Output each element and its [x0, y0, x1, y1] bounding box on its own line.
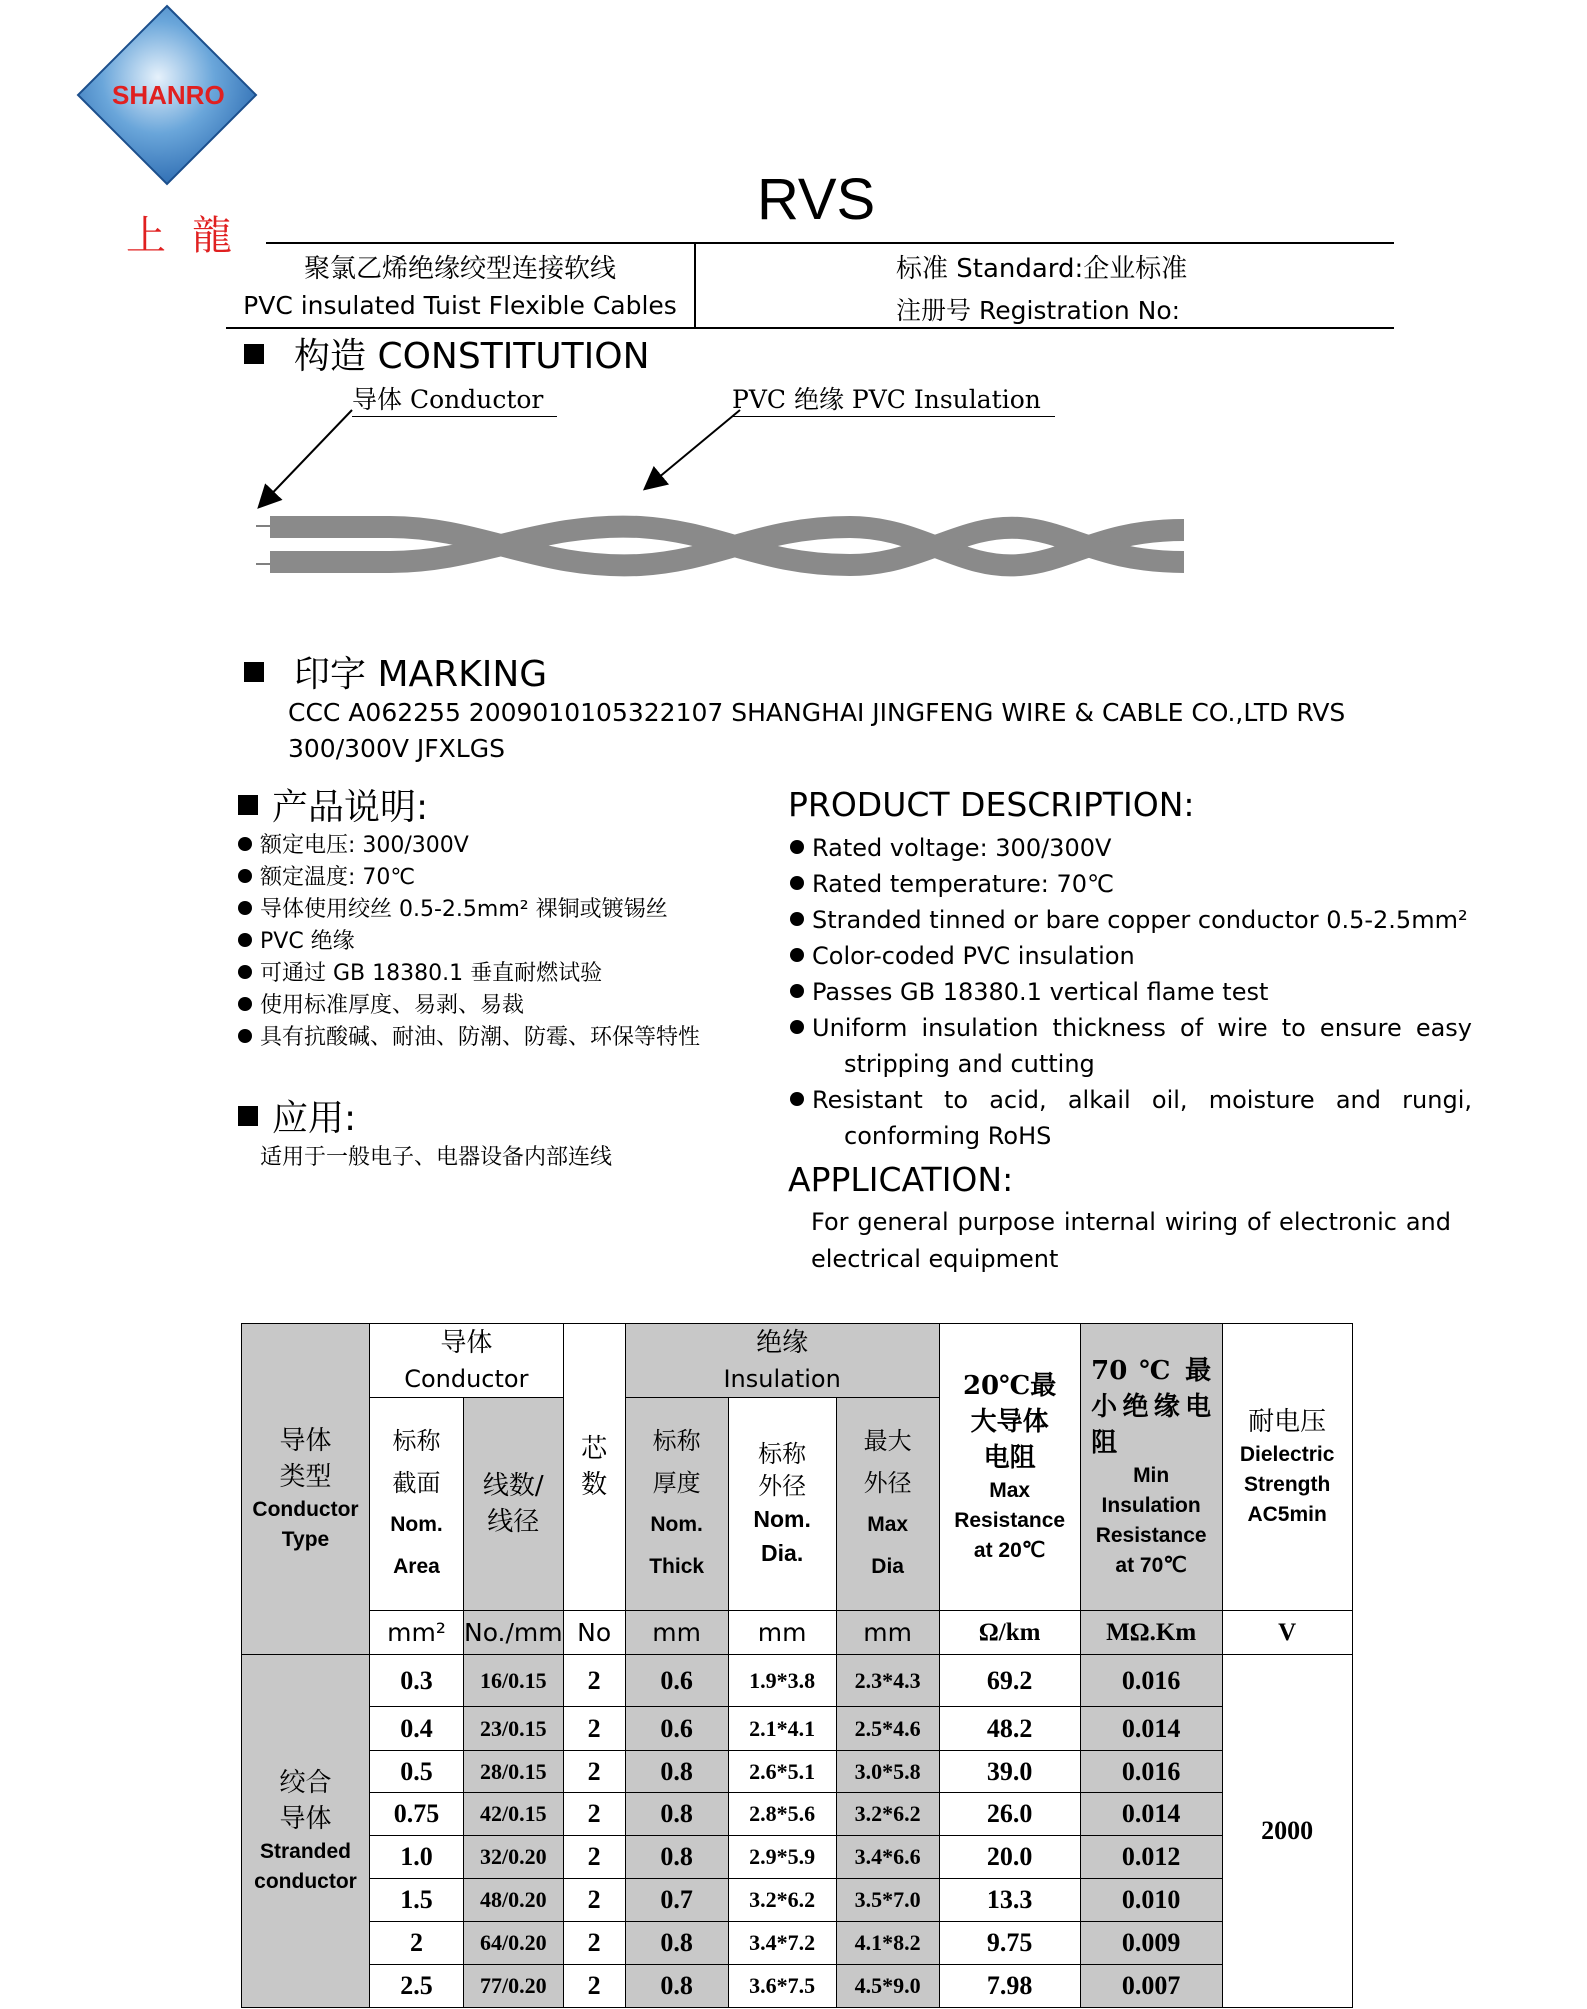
application-cn-heading: 应用: — [238, 1090, 356, 1141]
cell-nom-dia: 2.9*5.9 — [728, 1836, 836, 1879]
list-item: 导体使用绞丝 0.5-2.5mm² 裸铜或镀锡丝 — [238, 894, 700, 926]
unit-nom-dia: mm — [728, 1611, 836, 1655]
product-name-cn: 聚氯乙烯绝缘绞型连接软线 — [303, 254, 616, 284]
marking-heading: 印字 MARKING — [244, 646, 547, 697]
list-item: Uniform insulation thickness of wire to ensure easy stripping and cutting — [790, 1010, 1472, 1082]
list-item: PVC 绝缘 — [238, 926, 700, 958]
square-bullet-icon — [238, 795, 258, 815]
header-insulation: 绝缘 Insulation — [625, 1324, 939, 1398]
cell-cores: 2 — [563, 1836, 625, 1879]
cell-resistance: 26.0 — [939, 1793, 1080, 1836]
unit-resistance: Ω/km — [939, 1611, 1080, 1655]
description-en-heading: PRODUCT DESCRIPTION: — [788, 785, 1195, 824]
spec-table — [241, 1323, 1353, 2008]
cell-cores: 2 — [563, 1751, 625, 1793]
header-divider — [694, 242, 696, 328]
conductor-label: 导体 Conductor — [352, 380, 557, 417]
cell-dielectric: 2000 — [1222, 1655, 1352, 2008]
cell-max-dia: 4.5*9.0 — [836, 1965, 939, 2008]
unit-cores: No — [563, 1611, 625, 1655]
cell-insulation-resistance: 0.016 — [1080, 1655, 1222, 1707]
cell-area: 0.75 — [370, 1793, 464, 1836]
cell-nom-dia: 2.1*4.1 — [728, 1707, 836, 1751]
cell-max-dia: 3.5*7.0 — [836, 1879, 939, 1922]
cell-area: 0.3 — [370, 1655, 464, 1707]
cell-resistance: 13.3 — [939, 1879, 1080, 1922]
standard-label: 标准 Standard:企业标准 — [896, 254, 1188, 284]
cell-nom-dia: 3.6*7.5 — [728, 1965, 836, 2008]
list-item: Passes GB 18380.1 vertical flame test — [790, 974, 1472, 1010]
header-conductor-type: 导体类型 Conductor Type — [242, 1324, 370, 1655]
marking-line-1: CCC A062255 2009010105322107 SHANGHAI JINGFENG WIRE & CABLE CO.,LTD RVS — [288, 698, 1346, 727]
cell-resistance: 9.75 — [939, 1922, 1080, 1965]
header-max-resistance: 20℃最大导体电阻 Max Resistance at 20℃ — [939, 1324, 1080, 1611]
cell-thick: 0.7 — [625, 1879, 728, 1922]
cell-insulation-resistance: 0.014 — [1080, 1793, 1222, 1836]
list-item: Color-coded PVC insulation — [790, 938, 1472, 974]
list-item: 具有抗酸碱、耐油、防潮、防霉、环保等特性 — [238, 1022, 700, 1054]
cell-insulation-resistance: 0.010 — [1080, 1879, 1222, 1922]
cell-nom-dia: 3.4*7.2 — [728, 1922, 836, 1965]
application-en-heading: APPLICATION: — [788, 1160, 1014, 1199]
cell-area: 2.5 — [370, 1965, 464, 2008]
cell-max-dia: 2.3*4.3 — [836, 1655, 939, 1707]
cell-insulation-resistance: 0.012 — [1080, 1836, 1222, 1879]
cell-thick: 0.8 — [625, 1751, 728, 1793]
cell-resistance: 7.98 — [939, 1965, 1080, 2008]
unit-wires: No./mm — [464, 1611, 564, 1655]
cell-insulation-resistance: 0.016 — [1080, 1751, 1222, 1793]
list-item: 使用标准厚度、易剥、易裁 — [238, 990, 700, 1022]
unit-area: mm² — [370, 1611, 464, 1655]
cable-diagram — [240, 400, 1200, 590]
cell-thick: 0.8 — [625, 1922, 728, 1965]
cell-max-dia: 3.2*6.2 — [836, 1793, 939, 1836]
description-en-list — [790, 830, 1472, 1154]
list-item: 额定电压: 300/300V — [238, 830, 700, 862]
cell-resistance: 48.2 — [939, 1707, 1080, 1751]
unit-voltage: V — [1222, 1611, 1352, 1655]
insulation-arrow — [646, 410, 740, 488]
product-name-en: PVC insulated Tuist Flexible Cables — [243, 291, 677, 320]
conductor-type-cell: 绞合导体 Stranded conductor — [242, 1655, 370, 2008]
list-item: Rated temperature: 70℃ — [790, 866, 1472, 902]
cell-wires: 48/0.20 — [464, 1879, 564, 1922]
cell-cores: 2 — [563, 1793, 625, 1836]
square-bullet-icon — [244, 662, 264, 682]
page-title: RVS — [757, 167, 876, 232]
description-cn-heading: 产品说明: — [238, 779, 428, 830]
table-row — [242, 1922, 1353, 1965]
application-en-text: For general purpose internal wiring of electronic and electrical equipment — [811, 1208, 1451, 1273]
cell-thick: 0.8 — [625, 1793, 728, 1836]
cell-nom-dia: 2.6*5.1 — [728, 1751, 836, 1793]
cell-nom-dia: 2.8*5.6 — [728, 1793, 836, 1836]
cell-insulation-resistance: 0.014 — [1080, 1707, 1222, 1751]
conductor-arrow — [260, 410, 352, 506]
cell-nom-dia: 1.9*3.8 — [728, 1655, 836, 1707]
cell-insulation-resistance: 0.009 — [1080, 1922, 1222, 1965]
cell-wires: 77/0.20 — [464, 1965, 564, 2008]
cell-resistance: 39.0 — [939, 1751, 1080, 1793]
cell-cores: 2 — [563, 1707, 625, 1751]
table-row — [242, 1751, 1353, 1793]
table-row — [242, 1707, 1353, 1751]
cell-thick: 0.8 — [625, 1836, 728, 1879]
cell-area: 0.4 — [370, 1707, 464, 1751]
cell-area: 1.5 — [370, 1879, 464, 1922]
list-item: Resistant to acid, alkail oil, moisture and rungi, conforming RoHS — [790, 1082, 1472, 1154]
header-conductor: 导体 Conductor — [370, 1324, 564, 1398]
cell-max-dia: 4.1*8.2 — [836, 1922, 939, 1965]
cell-cores: 2 — [563, 1879, 625, 1922]
list-item: Rated voltage: 300/300V — [790, 830, 1472, 866]
table-row — [242, 1793, 1353, 1836]
table-row — [242, 1655, 1353, 1707]
header-nom-area: 标称截面 Nom. Area — [370, 1398, 464, 1611]
list-item: 额定温度: 70℃ — [238, 862, 700, 894]
cell-wires: 16/0.15 — [464, 1655, 564, 1707]
cell-thick: 0.6 — [625, 1655, 728, 1707]
header-max-dia: 最大外径 Max Dia — [836, 1398, 939, 1611]
cell-resistance: 20.0 — [939, 1836, 1080, 1879]
cell-cores: 2 — [563, 1922, 625, 1965]
list-item: Stranded tinned or bare copper conductor 0.5-2.5mm² — [790, 902, 1472, 938]
header-nom-thick: 标称厚度 Nom. Thick — [625, 1398, 728, 1611]
marking-line-2: 300/300V JFXLGS — [288, 734, 505, 763]
unit-insulation-resistance: MΩ.Km — [1080, 1611, 1222, 1655]
cell-resistance: 69.2 — [939, 1655, 1080, 1707]
description-cn-list — [238, 830, 700, 1054]
cell-thick: 0.8 — [625, 1965, 728, 2008]
insulation-label: PVC 绝缘 PVC Insulation — [732, 380, 1055, 417]
registration-label: 注册号 Registration No: — [896, 296, 1181, 325]
table-row — [242, 1836, 1353, 1879]
square-bullet-icon — [238, 1106, 258, 1126]
header-insulation-resistance: 70 ℃ 最小绝缘电阻 Min Insulation Resistance at 70℃ — [1080, 1324, 1222, 1611]
logo-name: SHANRO — [112, 80, 225, 110]
cell-area: 2 — [370, 1922, 464, 1965]
cell-cores: 2 — [563, 1655, 625, 1707]
cell-nom-dia: 3.2*6.2 — [728, 1879, 836, 1922]
unit-max-dia: mm — [836, 1611, 939, 1655]
cell-area: 0.5 — [370, 1751, 464, 1793]
cell-max-dia: 2.5*4.6 — [836, 1707, 939, 1751]
square-bullet-icon — [244, 344, 264, 364]
header-cores: 芯数 — [563, 1324, 625, 1611]
cell-wires: 32/0.20 — [464, 1836, 564, 1879]
cell-area: 1.0 — [370, 1836, 464, 1879]
header-wires: 线数/线径 — [464, 1398, 564, 1611]
table-row — [242, 1965, 1353, 2008]
cell-max-dia: 3.0*5.8 — [836, 1751, 939, 1793]
header-dielectric: 耐电压 Dielectric Strength AC5min — [1222, 1324, 1352, 1611]
cell-insulation-resistance: 0.007 — [1080, 1965, 1222, 2008]
cell-thick: 0.6 — [625, 1707, 728, 1751]
header-top-rule — [266, 242, 1394, 244]
unit-thick: mm — [625, 1611, 728, 1655]
logo-chinese: 上龍 — [126, 213, 258, 259]
application-cn-text: 适用于一般电子、电器设备内部连线 — [260, 1145, 613, 1170]
table-row — [242, 1879, 1353, 1922]
cell-max-dia: 3.4*6.6 — [836, 1836, 939, 1879]
cell-wires: 23/0.15 — [464, 1707, 564, 1751]
cell-wires: 64/0.20 — [464, 1922, 564, 1965]
header-nom-dia: 标称外径 Nom. Dia. — [728, 1398, 836, 1611]
list-item: 可通过 GB 18380.1 垂直耐燃试验 — [238, 958, 700, 990]
cell-wires: 42/0.15 — [464, 1793, 564, 1836]
cell-wires: 28/0.15 — [464, 1751, 564, 1793]
cell-cores: 2 — [563, 1965, 625, 2008]
constitution-heading: 构造 CONSTITUTION — [244, 328, 650, 379]
